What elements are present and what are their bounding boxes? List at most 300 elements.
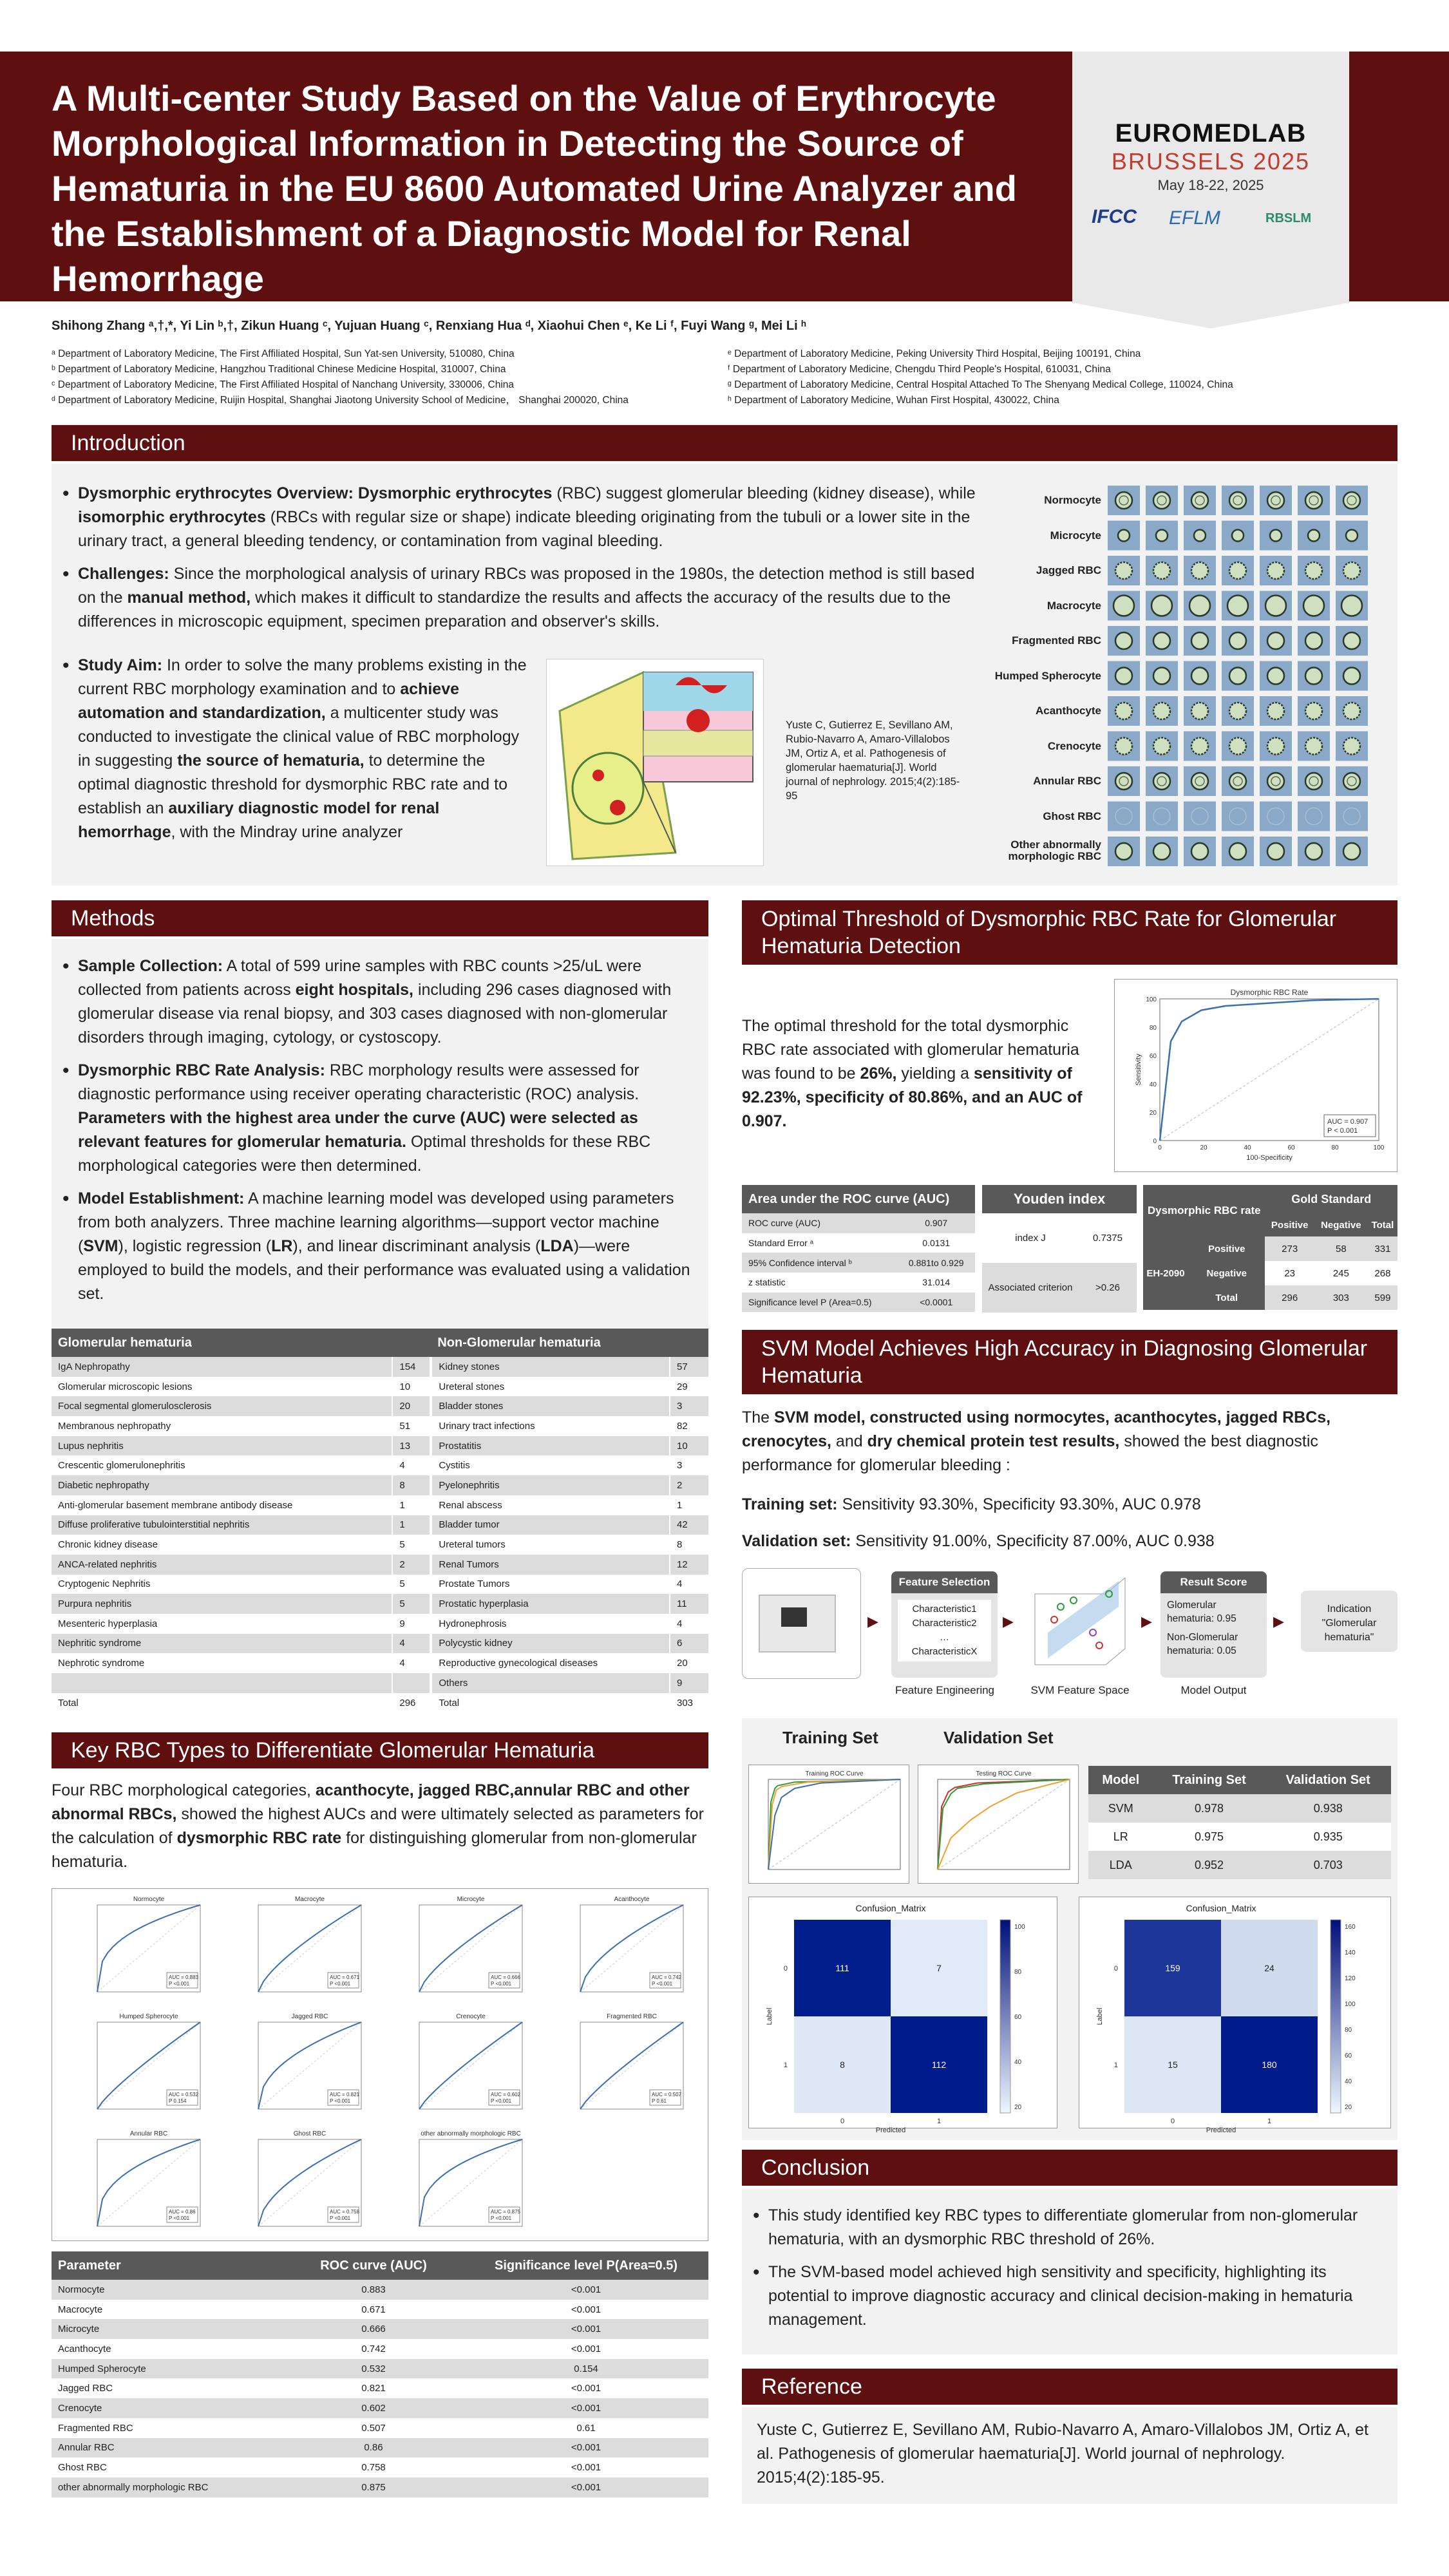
- rbc-cell: [1156, 530, 1168, 542]
- training-roc-chart: [748, 1765, 909, 1884]
- youden-label: index J: [1015, 1233, 1046, 1244]
- table-cell: Chronic kidney disease: [52, 1535, 392, 1555]
- mini-roc-auc: AUC = 0.758: [330, 2209, 360, 2215]
- table-cell: 11: [670, 1594, 708, 1614]
- conference-logo-box: [1072, 52, 1349, 303]
- roc-legend-text: P < 0.001: [1327, 1127, 1358, 1135]
- table-row: [52, 1575, 708, 1595]
- cm-colorbar-tick: 80: [1345, 2027, 1352, 2034]
- cm-x-tick: 0: [1170, 2117, 1175, 2125]
- table-row: [52, 1436, 708, 1456]
- gold-corner: Dysmorphic RBC rate: [1143, 1185, 1265, 1236]
- affiliations-left: [52, 346, 715, 408]
- table-row: [742, 1253, 975, 1273]
- rbc-cell: [1305, 773, 1322, 790]
- table-cell: 0.935: [1265, 1823, 1392, 1851]
- table-cell: Mesenteric hyperplasia: [52, 1614, 392, 1634]
- table-cell: Prostatitis: [431, 1436, 670, 1456]
- x-axis-label: 100-Specificity: [1246, 1154, 1293, 1162]
- y-tick-label: 0: [1153, 1138, 1157, 1145]
- affiliation: ᶠ Department of Laboratory Medicine, Chengdu Third People's Hospital, 610031, China: [728, 364, 1111, 375]
- gold-cell: 331: [1368, 1236, 1397, 1261]
- col-model: Model: [1088, 1766, 1153, 1794]
- table-cell: Humped Spherocyte: [52, 2359, 283, 2379]
- table-cell: SVM: [1088, 1794, 1153, 1823]
- rbc-cell: [1227, 596, 1248, 616]
- table-cell: 8: [392, 1475, 431, 1495]
- table-cell: 51: [392, 1416, 431, 1436]
- rbc-cell: [1229, 492, 1246, 509]
- table-cell: LR: [1088, 1823, 1153, 1851]
- table-row: [52, 1555, 708, 1575]
- table-cell: Microcyte: [52, 2319, 283, 2339]
- rbc-cell: [1115, 492, 1132, 509]
- cm-y-tick: 0: [1113, 1965, 1118, 1973]
- model-comparison-table: [1088, 1766, 1391, 1879]
- arrow-icon: ▶: [1141, 1613, 1152, 1629]
- mini-roc-p: P <0.001: [330, 2215, 351, 2221]
- cm-x-tick: 0: [840, 2117, 845, 2125]
- feature-engineering-label: Feature Engineering: [895, 1684, 995, 1696]
- table-cell: z statistic: [742, 1273, 897, 1293]
- rbc-type-label: Fragmented RBC: [1012, 634, 1101, 647]
- rbc-cell: [1267, 632, 1284, 649]
- table-cell: Annular RBC: [52, 2438, 283, 2458]
- confusion-matrix-validation: [1079, 1897, 1391, 2134]
- mini-roc-title: Jagged RBC: [291, 2013, 328, 2020]
- table-cell: 0.907: [897, 1213, 975, 1233]
- glomerulus-diagram: [546, 659, 764, 866]
- col-non-glomerular: Non-Glomerular hematuria: [431, 1329, 708, 1357]
- y-tick-label: 20: [1149, 1110, 1157, 1117]
- cm-colorbar-tick: 100: [1014, 1924, 1025, 1931]
- training-set-label: Training Set: [782, 1728, 878, 1747]
- rbc-cell: [1115, 632, 1132, 649]
- affiliation: ᵈ Department of Laboratory Medicine, Ruijin Hospital, Shanghai Jiaotong University School of Medicine， Shanghai 200020, China: [52, 395, 629, 406]
- mini-roc-auc: AUC = 0.883: [169, 1975, 199, 1980]
- chart-title: Training ROC Curve: [805, 1770, 864, 1777]
- rbc-cell: [1267, 843, 1284, 860]
- cm-colorbar-tick: 140: [1345, 1949, 1356, 1956]
- rbc-cell: [1267, 562, 1284, 579]
- table-cell: Pyelonephritis: [431, 1475, 670, 1495]
- svm-text: The SVM model, constructed using normocytes, acanthocytes, jagged RBCs, crenocytes, and dry chemical protein test results, showed the best diagnostic performance for glomerular bleeding :: [742, 1408, 1331, 1474]
- table-cell: 0.666: [283, 2319, 464, 2339]
- rbc-cell: [1270, 530, 1282, 542]
- table-cell: [392, 1673, 431, 1693]
- affiliation: ᵇ Department of Laboratory Medicine, Hangzhou Traditional Chinese Medicine Hospital, 310007, China: [52, 364, 506, 375]
- intro-bullets: [61, 482, 976, 643]
- mini-roc-title: Macrocyte: [294, 1896, 325, 1903]
- table-row: [742, 1273, 975, 1293]
- table-row: [742, 1213, 975, 1233]
- rbc-cell: [1305, 632, 1322, 649]
- table-cell: 20: [392, 1396, 431, 1416]
- table-cell: <0.001: [464, 2280, 708, 2300]
- cm-y-tick: 1: [1113, 2061, 1118, 2069]
- cm-colorbar-tick: 40: [1014, 2059, 1022, 2066]
- table-cell: Total: [52, 1693, 392, 1713]
- rbc-cell: [1343, 562, 1360, 579]
- rbc-cell: [1194, 530, 1206, 542]
- table-cell: 303: [670, 1693, 708, 1713]
- svm-pipeline-flow: [742, 1568, 1397, 1707]
- rbc-cell: [1229, 843, 1246, 860]
- mini-roc-title: other abnormally morphologic RBC: [421, 2130, 521, 2137]
- indication-box: Indication "Glomerular hematuria": [1301, 1591, 1397, 1652]
- rbc-cell: [1267, 703, 1284, 719]
- methods-bullet-model: • Model Establishment: A machine learning model was developed using parameters from both analyzers. Three machine learning algorithms—support vector machine (SVM), logistic regression (LR), and linear discriminant analysis (LDA)—were employed to build the models, and their performance was evaluated using a validation set.: [61, 1187, 699, 1306]
- table-cell: 4: [392, 1653, 431, 1673]
- rbc-cell-image: [1108, 802, 1140, 831]
- cm-title: Confusion_Matrix: [855, 1903, 926, 1913]
- table-cell: ROC curve (AUC): [742, 1213, 897, 1233]
- table-cell: Standard Error ᵃ: [742, 1233, 897, 1253]
- intro-bullet-challenges: • Challenges: Since the morphological analysis of urinary RBCs was proposed in the 1980s, the detection method is still based on the manual method, which makes it difficult to standardize the results and affects the accuracy of the results due to the differences in microscopic equipment, specimen preparation and observer's skills.: [61, 562, 976, 634]
- table-cell: 0.952: [1153, 1851, 1265, 1879]
- rbc-cell: [1113, 596, 1134, 616]
- rbc-cell: [1153, 562, 1170, 579]
- table-cell: 10: [670, 1436, 708, 1456]
- cm-y-tick: 0: [783, 1965, 788, 1973]
- table-row: [52, 2300, 708, 2320]
- rbc-cell: [1305, 843, 1322, 860]
- cm-x-tick: 1: [1267, 2117, 1272, 2125]
- gold-standard-table: [1143, 1185, 1397, 1310]
- table-cell: Lupus nephritis: [52, 1436, 392, 1456]
- rbc-cell-image: [1260, 802, 1292, 831]
- table-cell: Urinary tract infections: [431, 1416, 670, 1436]
- table-cell: 0.602: [283, 2398, 464, 2418]
- table-cell: 0.507: [283, 2418, 464, 2438]
- arrow-icon: ▶: [867, 1613, 878, 1629]
- mini-roc-title: Fragmented RBC: [607, 2013, 657, 2020]
- cm-title: Confusion_Matrix: [1186, 1903, 1256, 1913]
- table-cell: 20: [670, 1653, 708, 1673]
- mini-roc-p: P <0.001: [330, 2098, 351, 2104]
- table-cell: 5: [392, 1594, 431, 1614]
- table-cell: 3: [670, 1455, 708, 1475]
- affiliation: ᵉ Department of Laboratory Medicine, Peking University Third Hospital, Beijing 100191, China: [728, 348, 1141, 359]
- rbslm-logo: RBSLM: [1265, 211, 1312, 225]
- gold-device: EH-2090: [1143, 1236, 1188, 1310]
- intro-bullet-overview: • Dysmorphic erythrocytes Overview: Dysmorphic erythrocytes (RBC) suggest glomerular bleeding (kidney disease), while isomorphic erythrocytes (RBCs with regular size or shape) indicate bleeding originating from the tubuli or a lower site in the urinary tract, a general bleeding tendency, or contamination from vaginal bleeding.: [61, 482, 976, 553]
- arrow-icon: ▶: [1003, 1613, 1014, 1629]
- table-cell: <0.001: [464, 2438, 708, 2458]
- table-cell: 95% Confidence interval ᵇ: [742, 1253, 897, 1273]
- cm-colorbar-tick: 40: [1345, 2078, 1352, 2085]
- chart-title: Testing ROC Curve: [976, 1770, 1032, 1777]
- table-cell: Polycystic kidney: [431, 1634, 670, 1654]
- rbc-cell-image: [1146, 802, 1178, 831]
- rbc-cell: [1346, 530, 1358, 542]
- table-cell: 4: [392, 1455, 431, 1475]
- table-cell: <0.0001: [897, 1293, 975, 1312]
- mini-roc-auc: AUC = 0.875: [491, 2209, 521, 2215]
- mini-roc-p: P <0.001: [491, 2215, 512, 2221]
- table-cell: 5: [392, 1575, 431, 1595]
- table-cell: 1: [392, 1515, 431, 1535]
- svm-training-result: Training set: Sensitivity 93.30%, Specificity 93.30%, AUC 0.978: [742, 1495, 1201, 1513]
- table-cell: <0.001: [464, 2339, 708, 2359]
- table-cell: 12: [670, 1555, 708, 1575]
- table-cell: Total: [431, 1693, 670, 1713]
- methods-heading: Methods: [52, 900, 708, 936]
- table-cell: IgA Nephropathy: [52, 1357, 392, 1377]
- rbc-cell: [1191, 492, 1208, 509]
- table-row: [52, 1357, 708, 1377]
- cm-colorbar: [1331, 1920, 1341, 2113]
- mini-roc-auc: AUC = 0.671: [330, 1975, 360, 1980]
- table-cell: 4: [670, 1575, 708, 1595]
- rbc-cell: [1305, 492, 1322, 509]
- gold-cell: 303: [1314, 1285, 1368, 1310]
- table-cell: Bladder tumor: [431, 1515, 670, 1535]
- table-cell: Prostatic hyperplasia: [431, 1594, 670, 1614]
- table-cell: <0.001: [464, 2300, 708, 2320]
- validation-roc-chart: [918, 1765, 1079, 1884]
- table-row: [52, 2477, 708, 2497]
- table-cell: 42: [670, 1515, 708, 1535]
- eflm-logo: EFLM: [1169, 207, 1221, 229]
- gold-col: Total: [1371, 1219, 1394, 1231]
- table-cell: 6: [670, 1634, 708, 1654]
- x-tick-label: 0: [1158, 1144, 1162, 1151]
- table-cell: Reproductive gynecological diseases: [431, 1653, 670, 1673]
- table-cell: Significance level P (Area=0.5): [742, 1293, 897, 1312]
- table-cell: 0.821: [283, 2378, 464, 2398]
- rbc-type-label: Crenocyte: [1047, 739, 1101, 752]
- rbc-cell: [1343, 843, 1360, 860]
- logo-date: May 18-22, 2025: [1157, 177, 1264, 193]
- table-cell: other abnormally morphologic RBC: [52, 2477, 283, 2497]
- cm-y-label: Label: [1096, 2007, 1104, 2025]
- table-row: [1088, 1823, 1391, 1851]
- rbc-cell: [1115, 562, 1132, 579]
- feature-selection-box: Feature Selection Characteristic1 Characteristic2 … CharacteristicX: [891, 1571, 998, 1678]
- rbc-cell: [1115, 668, 1132, 685]
- table-cell: Purpura nephritis: [52, 1594, 392, 1614]
- roc-dysmorphic-chart: [1114, 979, 1397, 1172]
- criterion-label: Associated criterion: [988, 1282, 1073, 1293]
- mini-roc-title: Ghost RBC: [293, 2130, 327, 2137]
- cm-cell-value: 24: [1264, 1963, 1274, 1973]
- affiliation: ʰ Department of Laboratory Medicine, Wuhan First Hospital, 430022, China: [728, 395, 1059, 406]
- mini-roc-title: Normocyte: [133, 1896, 165, 1903]
- cm-y-tick: 1: [783, 2061, 788, 2069]
- col-glomerular: Glomerular hematuria: [52, 1329, 431, 1357]
- rbc-cell: [1229, 632, 1246, 649]
- table-cell: <0.001: [464, 2378, 708, 2398]
- y-tick-label: 100: [1146, 996, 1157, 1003]
- table-cell: 3: [670, 1396, 708, 1416]
- table-cell: Ureteral stones: [431, 1377, 670, 1397]
- logo-line2: BRUSSELS 2025: [1111, 148, 1311, 175]
- conclusion-bullet: • This study identified key RBC types to differentiate glomerular from non-glomerular hematuria, with an dysmorphic RBC threshold of 26%.: [752, 2204, 1383, 2251]
- rbc-cell: [1267, 492, 1284, 509]
- table-cell: 0.742: [283, 2339, 464, 2359]
- table-row: [742, 1293, 975, 1312]
- table-cell: 0.758: [283, 2458, 464, 2477]
- disease-table: [52, 1329, 708, 1712]
- rbc-type-label: Normocyte: [1044, 494, 1101, 506]
- roc-curves-grid: [52, 1888, 708, 2241]
- cm-cell-value: 111: [835, 1963, 849, 1973]
- cm-cell-value: 8: [840, 2060, 845, 2070]
- rbc-type-label: Microcyte: [1050, 529, 1101, 542]
- cm-colorbar-tick: 80: [1014, 1969, 1022, 1976]
- intro-heading: Introduction: [52, 425, 1397, 461]
- table-cell: Membranous nephropathy: [52, 1416, 392, 1436]
- rbc-cell: [1191, 632, 1208, 649]
- ifcc-logo: IFCC: [1092, 206, 1137, 227]
- mini-roc-auc: AUC = 0.821: [330, 2092, 360, 2098]
- rbc-cell-image: [1184, 802, 1216, 831]
- cm-colorbar-tick: 120: [1345, 1975, 1356, 1982]
- x-tick-label: 20: [1200, 1144, 1208, 1151]
- conclusion-bullet: • The SVM-based model achieved high sensitivity and specificity, highlighting its potential to improve diagnostic accuracy and clinical decision-making in hematuria management.: [752, 2260, 1383, 2332]
- table-cell: Ureteral tumors: [431, 1535, 670, 1555]
- cm-cell-value: 7: [936, 1963, 942, 1973]
- mini-roc-title: Annular RBC: [129, 2130, 168, 2137]
- rbc-cell: [1153, 738, 1170, 755]
- mini-roc-auc: AUC = 0.602: [491, 2092, 521, 2098]
- gold-row-label: Negative: [1188, 1261, 1265, 1285]
- table-cell: 0.881to 0.929: [897, 1253, 975, 1273]
- table-cell: 296: [392, 1693, 431, 1713]
- x-tick-label: 100: [1373, 1144, 1385, 1151]
- gold-cell: 58: [1314, 1236, 1368, 1261]
- rbc-cell: [1343, 492, 1360, 509]
- cm-colorbar-tick: 60: [1345, 2052, 1352, 2060]
- table-cell: 0.883: [283, 2280, 464, 2300]
- rbc-type-label: Humped Spherocyte: [994, 669, 1101, 682]
- rbc-cell: [1232, 530, 1244, 542]
- rbc-cell: [1303, 596, 1324, 616]
- rbc-morphology-grid: [985, 482, 1372, 875]
- table-cell: 8: [670, 1535, 708, 1555]
- table-row: [52, 2378, 708, 2398]
- rbc-cell: [1305, 562, 1322, 579]
- table-cell: 82: [670, 1416, 708, 1436]
- svm-feature-space-image: [1022, 1568, 1138, 1679]
- auc-table: [742, 1185, 975, 1312]
- table-row: [1088, 1794, 1391, 1823]
- x-tick-label: 40: [1244, 1144, 1251, 1151]
- table-cell: 57: [670, 1357, 708, 1377]
- table-row: [742, 1233, 975, 1253]
- y-axis-label: Sensitivity: [1135, 1054, 1142, 1086]
- cm-y-label: Label: [766, 2007, 773, 2025]
- key-rbc-text: Four RBC morphological categories, acanthocyte, jagged RBC,annular RBC and other abnormal RBCs, showed the highest AUCs and were ultimately selected as parameters for the calculation of dysmorphic RBC rate for distinguishing glomerular from non-glomerular hematuria.: [52, 1781, 704, 1871]
- rbc-cell: [1267, 668, 1284, 685]
- table-cell: 0.0131: [897, 1233, 975, 1253]
- rbc-cell: [1267, 738, 1284, 755]
- cm-colorbar-tick: 160: [1345, 1924, 1356, 1931]
- rbc-cell: [1305, 738, 1322, 755]
- affiliation: ᵍ Department of Laboratory Medicine, Central Hospital Attached To The Shenyang Medical College, 110024, China: [728, 379, 1233, 390]
- auc-table-title: Area under the ROC curve (AUC): [742, 1185, 975, 1213]
- rbc-cell: [1153, 632, 1170, 649]
- threshold-text: The optimal threshold for the total dysmorphic RBC rate associated with glomerular hematuria was found to be 26%, yielding a sensitivity of 92.23%, specificity of 80.86%, and an AUC of 0.907.: [742, 1017, 1083, 1130]
- rbc-type-label: Annular RBC: [1033, 775, 1101, 787]
- table-cell: 13: [392, 1436, 431, 1456]
- table-cell: 1: [392, 1495, 431, 1515]
- gold-row-label: Total: [1188, 1285, 1265, 1310]
- table-row: [52, 1455, 708, 1475]
- rbc-cell: [1115, 703, 1132, 719]
- cm-colorbar-tick: 20: [1014, 2104, 1022, 2111]
- table-cell: 5: [392, 1535, 431, 1555]
- table-cell: Others: [431, 1673, 670, 1693]
- col-training: Training Set: [1153, 1766, 1265, 1794]
- cm-x-label: Predicted: [875, 2126, 906, 2134]
- roc-legend-text: AUC = 0.907: [1327, 1118, 1368, 1126]
- table-row: [52, 1653, 708, 1673]
- youden-table: [982, 1185, 1137, 1312]
- cm-x-tick: 1: [936, 2117, 942, 2125]
- table-cell: 154: [392, 1357, 431, 1377]
- table-cell: 0.703: [1265, 1851, 1392, 1879]
- rbc-cell: [1191, 562, 1208, 579]
- table-row: [52, 2458, 708, 2477]
- table-cell: Prostate Tumors: [431, 1575, 670, 1595]
- table-cell: Cryptogenic Nephritis: [52, 1575, 392, 1595]
- rbc-cell: [1153, 773, 1170, 790]
- rbc-cell: [1191, 738, 1208, 755]
- parameter-auc-table: [52, 2251, 708, 2497]
- cm-cell-value: 180: [1262, 2060, 1277, 2070]
- affiliation: ᶜ Department of Laboratory Medicine, The First Affiliated Hospital of Nanchang University, 330006, China: [52, 379, 515, 390]
- table-cell: Cystitis: [431, 1455, 670, 1475]
- col-validation: Validation Set: [1265, 1766, 1392, 1794]
- rbc-cell: [1229, 668, 1246, 685]
- diagram-citation: Yuste C, Gutierrez E, Sevillano AM, Rubio-Navarro A, Amaro-Villalobos JM, Ortiz A, et al. Pathogenesis of glomerular haematuria[J]. World journal of nephrology. 2015;4(2):185-95: [786, 719, 960, 802]
- table-row: [52, 1634, 708, 1654]
- rbc-cell: [1229, 703, 1246, 719]
- mini-roc-p: P 0.61: [652, 2098, 667, 2104]
- gold-col: Negative: [1321, 1219, 1361, 1231]
- rbc-cell-image: [1336, 802, 1368, 831]
- table-row: [52, 1594, 708, 1614]
- rbc-type-label: Acanthocyte: [1035, 705, 1101, 717]
- cm-colorbar-tick: 20: [1345, 2104, 1352, 2111]
- reference-text: Yuste C, Gutierrez E, Sevillano AM, Rubio-Navarro A, Amaro-Villalobos JM, Ortiz A, et al. Pathogenesis of glomerular haematuria[J]. World journal of nephrology. 2015;4(2):185-95.: [757, 2421, 1368, 2486]
- intro-bullet-aim: • Study Aim: In order to solve the many problems existing in the current RBC morphology examination and to achieve automation and standardization, a multicenter study was conducted to investigate the clinical value of RBC morphology in suggesting the source of hematuria, to determine the optimal diagnostic threshold for dysmorphic RBC rate and to establish an auxiliary diagnostic model for renal hemorrhage, with the Mindray urine analyzer: [61, 654, 531, 844]
- mini-roc-auc: AUC = 0.532: [169, 2092, 199, 2098]
- table-row: [52, 1614, 708, 1634]
- table-cell: Focal segmental glomerulosclerosis: [52, 1396, 392, 1416]
- urine-analyzer-image: [742, 1568, 861, 1679]
- cm-cell-value: 15: [1168, 2060, 1178, 2070]
- table-row: [52, 1673, 708, 1693]
- gold-cell: 268: [1368, 1261, 1397, 1285]
- cm-colorbar-tick: 60: [1014, 2014, 1022, 2021]
- rbc-cell: [1229, 738, 1246, 755]
- gold-cell: 273: [1265, 1236, 1314, 1261]
- model-output-label: Model Output: [1180, 1684, 1247, 1696]
- mini-roc-p: P <0.001: [652, 1981, 673, 1987]
- gold-col: Positive: [1271, 1219, 1309, 1231]
- methods-bullet-analysis: • Dysmorphic RBC Rate Analysis: RBC morphology results were assessed for diagnostic performance using receiver operating characteristic (ROC) analysis. Parameters with the highest area under the curve (AUC) were selected as relevant features for glomerular hematuria. Optimal thresholds for these RBC morphological categories were then determined.: [61, 1059, 699, 1178]
- table-cell: Renal Tumors: [431, 1555, 670, 1575]
- table-cell: [52, 1673, 392, 1693]
- cm-cell-value: 159: [1165, 1963, 1180, 1973]
- rbc-cell: [1151, 596, 1172, 616]
- rbc-cell: [1265, 596, 1286, 616]
- table-cell: 0.86: [283, 2438, 464, 2458]
- rbc-cell: [1191, 773, 1208, 790]
